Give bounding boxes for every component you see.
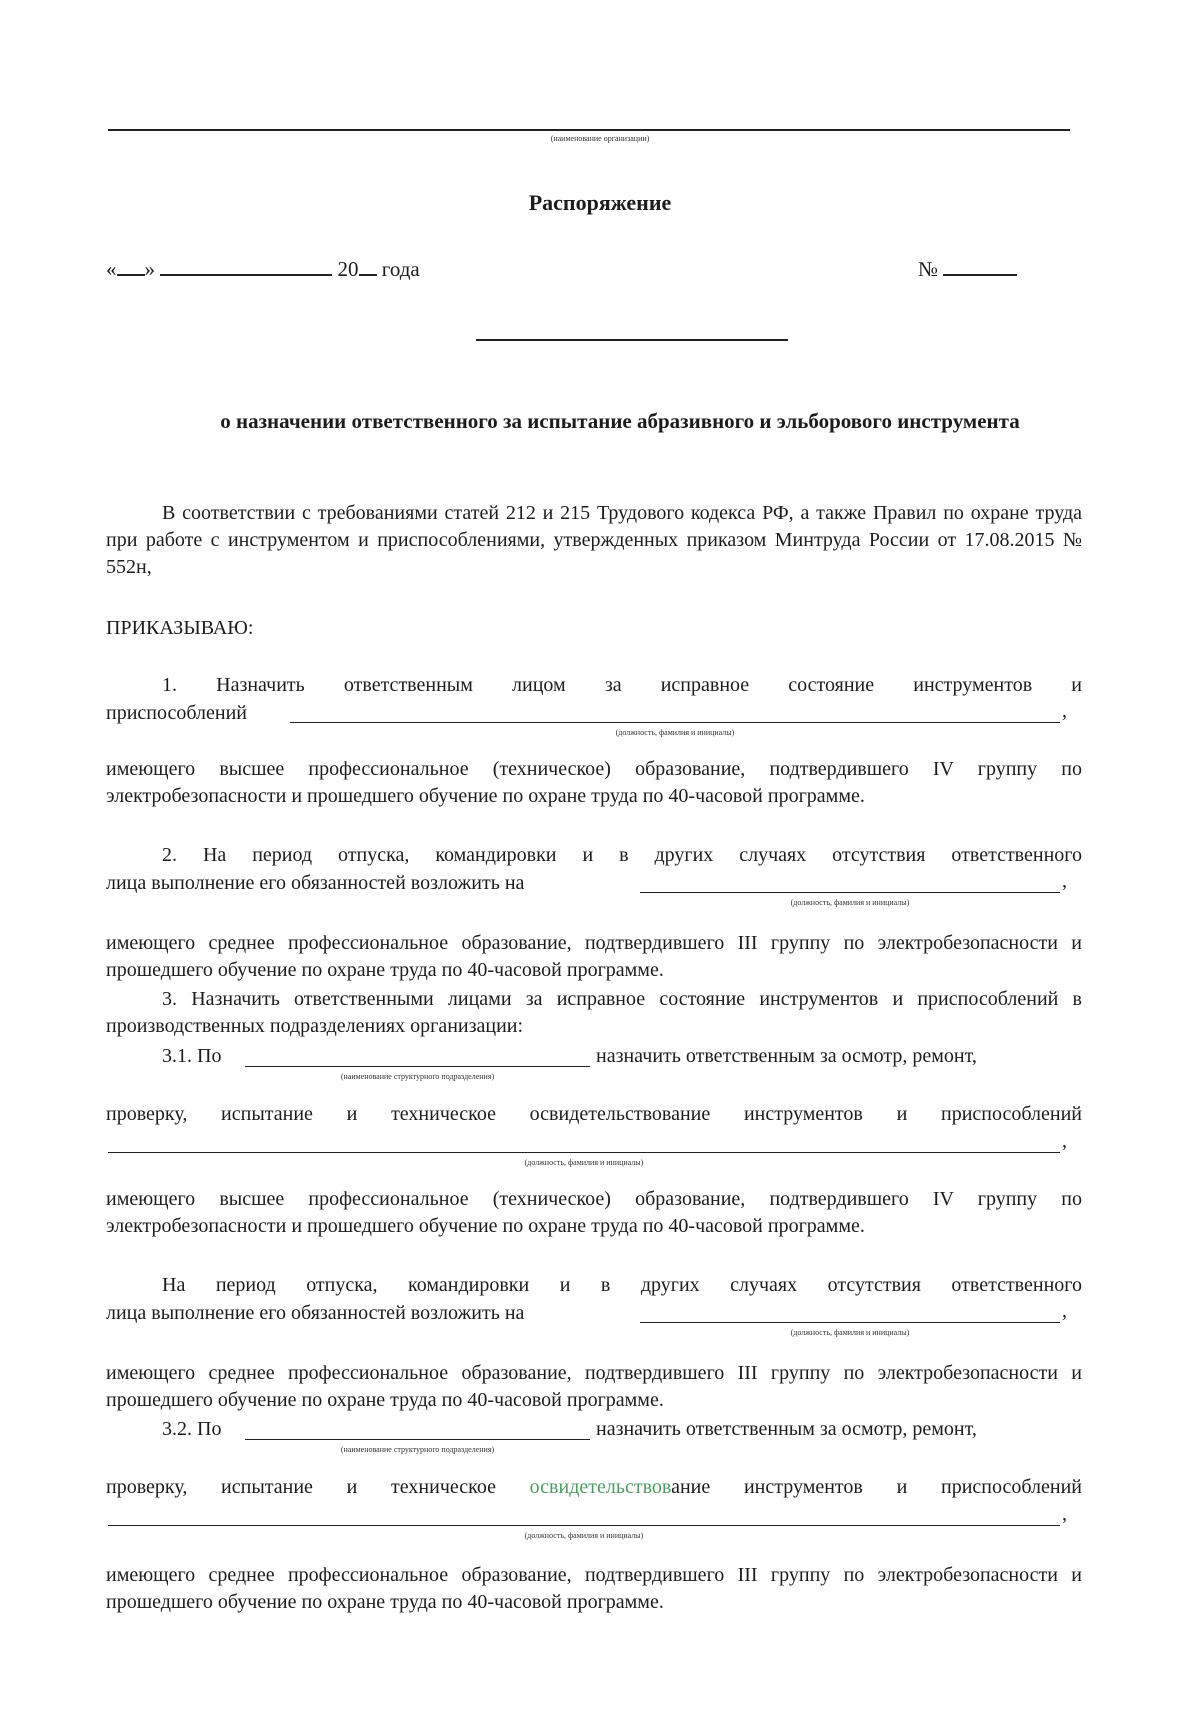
- item-3-1-sub-caption: (должность, фамилия и инициалы): [790, 1328, 910, 1337]
- number-label: №: [918, 257, 939, 281]
- item-3-1-qualification: имеющего высшее профессиональное (техническое) образование, подтвердившего IV группу по электробезопасности и прошедшего обучение по охране труда по 40-часовой программе.: [106, 1188, 1082, 1237]
- number-field: [918, 257, 1017, 282]
- item-2-qualification: имеющего среднее профессиональное образование, подтвердившего III группу по электробезопасности и прошедшего обучение по охране труда по 40-часовой программе.: [106, 932, 1082, 981]
- item-2-field-label: лица выполнение его обязанностей возложить на: [106, 872, 525, 894]
- preamble-paragraph: В соответствии с требованиями статей 212 и 215 Трудового кодекса РФ, а также Правил по охране труда при работе с инструментом и приспособлениями, утвержденных приказом Минтруда России от 17.08.2015 № 552н,: [106, 502, 1082, 578]
- item-3-1-prefix: 3.1. По: [162, 1045, 222, 1067]
- item-1-field-label: приспособлений: [106, 702, 248, 724]
- item-3-2-text-2-c: ание инструментов и приспособлений: [671, 1476, 1082, 1498]
- item-1-responsible-line: [290, 722, 1060, 723]
- item-3-2-qualification: имеющего среднее профессиональное образование, подтвердившего III группу по электробезопасности и прошедшего обучение по охране труда по 40-часовой программе.: [106, 1564, 1082, 1613]
- date-field: [106, 257, 420, 282]
- item-3-2-responsible-line: [108, 1525, 1060, 1526]
- item-2-substitute-line: [640, 892, 1060, 893]
- item-1-period: ,: [1062, 700, 1067, 722]
- item-3-2-caption-2: (должность, фамилия и инициалы): [524, 1531, 644, 1540]
- item-3-2-suffix: назначить ответственным за осмотр, ремонт,: [596, 1418, 977, 1440]
- item-3-2-text-2: [106, 1474, 1082, 1501]
- item-1-text: 1. Назначить ответственным лицом за исправное состояние инструментов и: [162, 674, 1082, 696]
- document-subject: о назначении ответственного за испытание абразивного и эльборового инструмента: [220, 409, 1020, 433]
- organization-caption: (наименование организации): [550, 134, 650, 143]
- item-2-text: 2. На период отпуска, командировки и в других случаях отсутствия ответственного: [162, 844, 1082, 866]
- date-open-quote: «: [106, 257, 117, 281]
- year-suffix: года: [381, 257, 420, 281]
- month-blank: [160, 258, 332, 276]
- year-blank: [359, 258, 377, 276]
- item-2-caption: (должность, фамилия и инициалы): [790, 898, 910, 907]
- item-3-2-text-2-b: освидетельствов: [529, 1476, 672, 1498]
- item-1-qualification: имеющего высшее профессиональное (техническое) образование, подтвердившего IV группу по электробезопасности и прошедшего обучение по охране труда по 40-часовой программе.: [106, 758, 1082, 807]
- place-line: [476, 339, 788, 341]
- item-3-1-period: ,: [1062, 1130, 1067, 1152]
- item-3-1-caption: (наименование структурного подразделения): [340, 1072, 495, 1081]
- order-word: ПРИКАЗЫВАЮ:: [106, 617, 254, 639]
- item-2-period: ,: [1062, 870, 1067, 892]
- item-3-2-department-line: [245, 1439, 590, 1440]
- year-prefix: 20: [337, 257, 359, 281]
- item-3-1-substitute-line: [640, 1322, 1060, 1323]
- date-close-quote: »: [144, 257, 155, 281]
- item-3-1-department-line: [245, 1066, 590, 1067]
- item-3-2-caption: (наименование структурного подразделения): [340, 1445, 495, 1454]
- item-3-1-sub-field-label: лица выполнение его обязанностей возложить на: [106, 1302, 525, 1324]
- item-3-1-caption-2: (должность, фамилия и инициалы): [524, 1158, 644, 1167]
- day-blank: [117, 258, 145, 276]
- item-3-2-period: ,: [1062, 1503, 1067, 1525]
- item-3-1-sub-qualification: имеющего среднее профессиональное образование, подтвердившего III группу по электробезопасности и прошедшего обучение по охране труда по 40-часовой программе.: [106, 1362, 1082, 1411]
- item-3-1-sub-text: На период отпуска, командировки и в других случаях отсутствия ответственного: [162, 1274, 1082, 1296]
- item-3-1-text-2: проверку, испытание и техническое освидетельствование инструментов и приспособлений: [106, 1103, 1082, 1125]
- document-title: Распоряжение: [528, 190, 672, 215]
- item-3-2-text-2-a: проверку, испытание и техническое: [106, 1476, 530, 1498]
- item-3-1-suffix: назначить ответственным за осмотр, ремонт,: [596, 1045, 977, 1067]
- item-3-2-prefix: 3.2. По: [162, 1418, 222, 1440]
- organization-name-line: [108, 129, 1070, 131]
- item-1-caption: (должность, фамилия и инициалы): [615, 728, 735, 737]
- item-3-text: 3. Назначить ответственными лицами за исправное состояние инструментов и приспособлений в производственных подразделениях организации:: [106, 988, 1082, 1037]
- item-3-1-sub-period: ,: [1062, 1300, 1067, 1322]
- item-3-1-responsible-line: [108, 1152, 1060, 1153]
- number-blank: [943, 258, 1017, 276]
